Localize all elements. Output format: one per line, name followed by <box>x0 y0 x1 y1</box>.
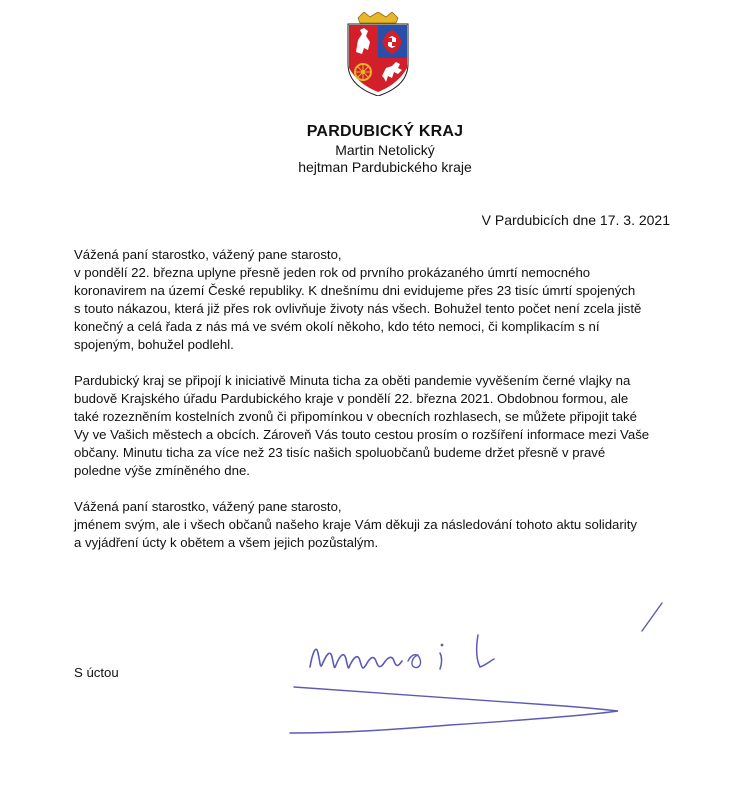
paragraph-line: občany. Minutu ticha za více než 23 tisíc našich spoluobčanů budeme držet přesně v pravé <box>74 445 606 460</box>
paragraph-line: spojeným, bohužel podlehl. <box>74 337 234 352</box>
dateline: V Pardubicích dne 17. 3. 2021 <box>481 212 670 228</box>
salutation: Vážená paní starostko, vážený pane starosto, <box>74 247 342 262</box>
paragraph-line: Pardubický kraj se připojí k iniciativě Minuta ticha za oběti pandemie vyvěšením černé vlajky na <box>74 373 631 388</box>
letterhead <box>250 122 520 176</box>
paragraph-line: budově Krajského úřadu Pardubického kraje v pondělí 22. března 2021. Obdobnou formou, ale <box>74 391 629 406</box>
letter-body <box>74 246 684 552</box>
paragraph-line: Vy ve Vašich městech a obcích. Zároveň Vás touto cestou prosím o rozšíření informace mezi Vaše <box>74 427 650 442</box>
salutation: Vážená paní starostko, vážený pane starosto, <box>74 499 342 514</box>
organization-name: PARDUBICKÝ KRAJ <box>306 123 464 140</box>
paragraph-line: jménem svým, ale i všech občanů našeho kraje Vám děkuji za následování tohoto aktu solidarity <box>74 517 637 532</box>
paragraph-spacer <box>74 354 684 372</box>
paragraph-line: také rozezněním kostelních zvonů či připomínkou v obecních rozhlasech, se můžete připojit také <box>74 409 637 424</box>
paragraph-line: konečný a celá řada z nás má ve svém okolí někoho, kdo této nemoci, či komplikacím s ní <box>74 319 600 334</box>
paragraph-line: s touto nákazou, která již přes rok ovlivňuje životy nás všech. Bohužel tento počet není zcela jistě <box>74 301 642 316</box>
paragraph-line: v pondělí 22. března uplyne přesně jeden rok od prvního prokázaného úmrtí nemocného <box>74 265 591 280</box>
coat-of-arms-icon <box>344 12 412 96</box>
signatory-role: hejtman Pardubického kraje <box>298 159 472 175</box>
paragraph-line: a vyjádření úcty k obětem a všem jejich pozůstalým. <box>74 535 379 550</box>
signatory-name: Martin Netolický <box>335 142 435 158</box>
closing: S úctou <box>74 665 119 680</box>
paragraph-line: koronavirem na území České republiky. K dnešnímu dni evidujeme přes 23 tisíc úmrtí spojených <box>74 283 636 298</box>
paragraph-line: poledne výše zmíněného dne. <box>74 463 250 478</box>
paragraph-spacer <box>74 480 684 498</box>
signature-icon <box>250 595 690 735</box>
